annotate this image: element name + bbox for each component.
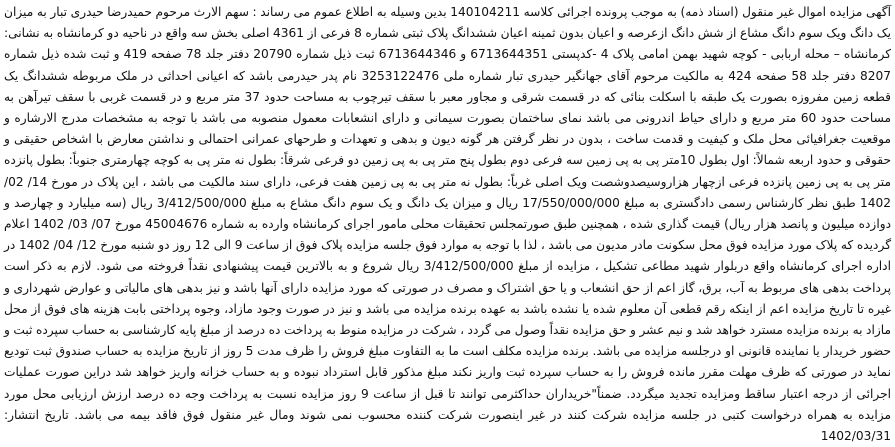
notice-body: آگهی مزایده اموال غیر منقول (اسناد ذمه) به موجب پرونده اجرائی کلاسه 140104211 بدین وسیله به اطلاع عموم می رساند : سهم الارث مرحوم حمیدرضا حیدری تبار به میزان یک دانگ ویک سوم دانگ مشاع از شش دانگ ازعرصه و اعیان بدون ثمینه اعیان ششدانگ پلاک ثبتی شماره 8 فرعی از 4361 اصلی بخش سه واقع در ناحیه دو کرمانشاه به نشانی: کرمانشاه – محله اربابی - کوچه شهید بهمن امامی پلاک 4 -کدپستی 6713644351 و 6713644346 ثبت ذیل شماره 20790 دفتر جلد 78 صفحه 419 و ثبت شده ذیل شماره 8207 دفتر جلد 58 صفحه 424 به مالکیت مرحوم آقای جهانگیر حیدری تبار شماره ملی 3253122476 نام پدر حیدرمی باشد که اعیانی احداثی در ملک مربوطه ششدانگ یک قطعه زمین مفروزه بصورت یک طبقه با اسکلت بنائی که در قسمت شرقی و مجاور معبر با سقف تیرچوب به مساحت حدود 37 متر مربع و در قسمت غربی با سقف تیرآهن به مساحت حدود 60 متر مربع و دارای حیاط اندرونی می باشد نمای ساختمان بصورت سیمانی و دارای انشعابات معمول منصوبه می باشد با توجه به مشخصات مدرج الارشاره و موقعیت جغرافیائی محل ملک و کیفیت و قدمت ساخت ، بدون در نظر گرفتن هر گونه دیون و بدهی و تعهدات و طرحهای عمرانی احتمالی و نداشتن معارض با اشخاص حقیقی و حقوقی و حدود اربعه شمالاً: اول بطول 10متر پی به پی زمین سه فرعی دوم بطول پنج متر پی به پی زمین دو فرعی شرقاً: بطول نه متر پی به کوچه چهارمتری جنوباً: بطول پانزده متر پی به پی زمین پانزده فرعی ازچهار هزاروسیصدوشصت ویک اصلی غرباً: بطول نه متر پی به پی زمین هفت فرعی، دارای سند مالکیت می باشد ، این پلاک در مورخ 14/ 02/ 1402 طبق نظر کارشناس رسمی دادگستری به مبلغ 17/550/000/000 ریال و میزان یک دانگ و یک سوم دانگ مشاع به مبلغ 3/412/500/000 ریال (سه میلیارد و چهارصد و دوازده میلیون و پانصد هزار ریال) قیمت گذاری شده ، همچنین طبق صورتمجلس تحقیقات محلی مامور اجرای کرمانشاه وارده به شماره 45004676 مورخ 07/ 03/ 1402 اعلام گردیده که پلاک مورد مزایده فوق محل سکونت مادر مدیون می باشد ، لذا با توجه به موارد فوق جلسه مزایده پلاک فوق از ساعت 9 الی 12 روز دو شنبه مورخ 12/ 04/ 1402 در اداره اجرای کرمانشاه واقع دربلوار شهید مطاعی تشکیل ، مزایده از مبلغ 3/412/500/000 ریال شروع و به بالاترین قیمت پیشنهادی نقداً فروخته می شود. لازم به ذکر است پرداخت بدهی های مربوط به آب، برق، گاز اعم از حق انشعاب و یا حق اشتراک و مصرف در صورتی که مورد مزایده دارای آنها باشد و نیز بدهی های مالیاتی و عوارض شهرداری و غیره تا تاریخ مزایده اعم از اینکه رقم قطعی آن معلوم شده یا نشده باشد به عهده برنده مزایده می باشد و نیز در صورت وجود مازاد، وجوه پرداختی بابت هزینه های فوق از محل مازاد به برنده مزایده مسترد خواهد شد و نیم عشر و حق مزایده نقداً وصول می گردد ، شرکت در مزایده منوط به پرداخت ده درصد از مبلغ پایه کارشناسی به حساب سپرده ثبت و حضور خریدار یا نماینده قانونی او درجلسه مزایده می باشد. برنده مزایده مکلف است ما به التفاوت مبلغ فروش را ظرف مدت 5 روز از تاریخ مزایده به حساب صندوق ثبت تودیع نماید در صورتی که ظرف مهلت مقرر مانده فروش را به حساب سپرده ثبت واریز نکند مبلغ مذکور قابل استرداد نبوده و به حساب خزانه واریز خواهد شد دراین صورت عملیات اجرائی از درجه اعتبار ساقط ومزایده تجدید میگردد. ضمناً"خریداران حداکثرمی توانند تا قبل از ساعت 9 روز مزایده نسبت به پرداخت وجه ده درصد ارزش ارزیابی محل مورد مزایده به همراه درخواست کتبی در جلسه مزایده شرکت کنند در غیر اینصورت شرکت کننده محسوب نمی شوند ومال غیر منقول فوق فاقد بیمه می باشد. تاریخ انتشار: 1402/03/31 <box>4 5 892 444</box>
